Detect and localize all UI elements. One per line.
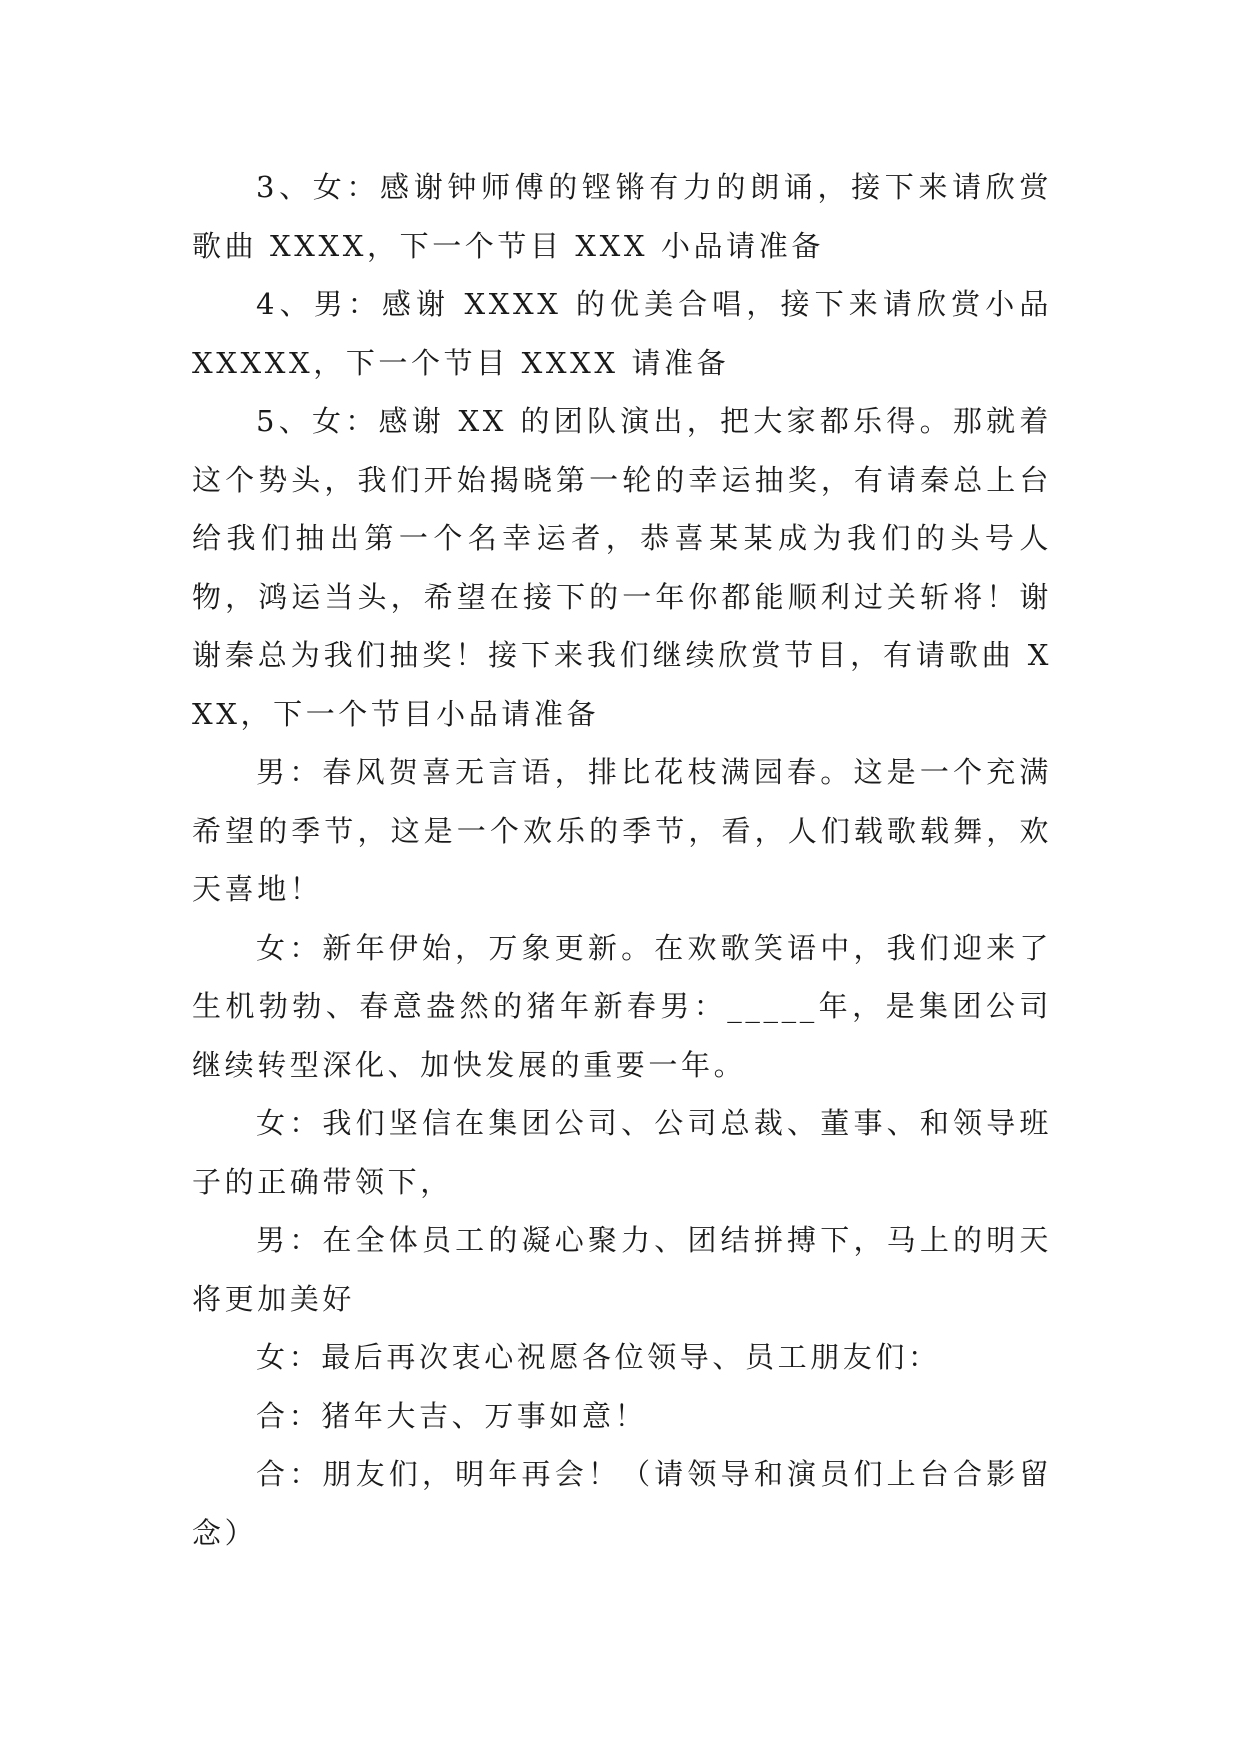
paragraph-3: 5、女：感谢 XX 的团队演出，把大家都乐得。那就着这个势头，我们开始揭晓第一轮的幸运抽奖，有请秦总上台给我们抽出第一个名幸运者，恭喜某某成为我们的头号人物，鸿运当头，希望在接下的一年你都能顺利过关斩将！谢谢秦总为我们抽奖！接下来我们继续欣赏节目，有请歌曲 XXX，下一个节目小品请准备 xyxy=(192,404,1052,731)
document-body xyxy=(192,158,1065,1562)
paragraph-9: 合：猪年大吉、万事如意！ xyxy=(256,1398,648,1433)
paragraph-4: 男：春风贺喜无言语，排比花枝满园春。这是一个充满希望的季节，这是一个欢乐的季节，看，人们载歌载舞，欢天喜地！ xyxy=(192,755,1052,906)
paragraph-7: 男：在全体员工的凝心聚力、团结拼搏下，马上的明天将更加美好 xyxy=(192,1223,1052,1316)
paragraph-2: 4、男：感谢 XXXX 的优美合唱，接下来请欣赏小品 XXXXX，下一个节目 XXXX 请准备 xyxy=(192,287,1065,380)
paragraph-10: 合：朋友们，明年再会！（请领导和演员们上台合影留念） xyxy=(192,1457,1052,1550)
paragraph-5: 女：新年伊始，万象更新。在欢歌笑语中，我们迎来了生机勃勃、春意盎然的猪年新春男：_____年，是集团公司继续转型深化、加快发展的重要一年。 xyxy=(192,930,1052,1082)
paragraph-8: 女：最后再次衷心祝愿各位领导、员工朋友们： xyxy=(256,1340,941,1374)
paragraph-1: 3、女：感谢钟师傅的铿锵有力的朗诵，接下来请欣赏歌曲 XXXX，下一个节目 XXX 小品请准备 xyxy=(192,170,1052,263)
paragraph-6: 女：我们坚信在集团公司、公司总裁、董事、和领导班子的正确带领下， xyxy=(192,1106,1052,1199)
